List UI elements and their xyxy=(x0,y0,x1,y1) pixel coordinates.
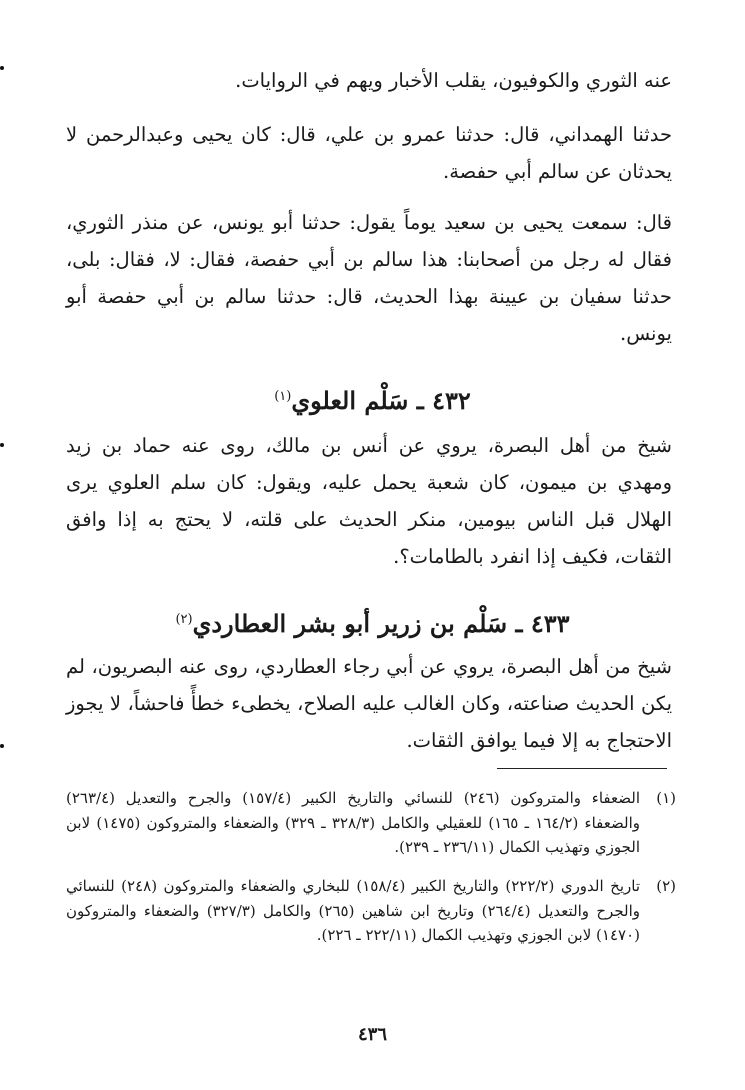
paragraph-3: قال: سمعت يحيى بن سعيد يوماً يقول: حدثنا أبو يونس، عن منذر الثوري، فقال له رجل من أصحابنا: هذا سالم بن أبي حفصة، فقال: لا، فقال: بلى، حدثنا سفيان بن عيينة بهذا الحديث، قال: حدثنا سالم بن أبي حفصة أبو يونس. xyxy=(66,211,672,345)
footnote-1-text: الضعفاء والمتروكون (٢٤٦) للنسائي والتاريخ الكبير (١٥٧/٤) والجرح والتعديل (٢٦٣/٤) والضعفاء (١٦٤/٢ ـ ١٦٥) للعقيلي والكامل (٣٢٨/٣ ـ ٣٢٩) والضعفاء والمتروكون (١٤٧٥) لابن الجوزي وتهذيب الكمال (٢٣٦/١١ ـ ٢٣٩). xyxy=(66,789,640,856)
binding-mark xyxy=(0,66,4,70)
entry-heading-432 xyxy=(0,380,745,418)
entry-heading-433-text: ٤٣٣ ـ سَلْم بن زرير أبو بشر العطاردي xyxy=(192,609,570,638)
footnote-2-text: تاريخ الدوري (٢٢٢/٢) والتاريخ الكبير (١٥٨/٤) للبخاري والضعفاء والمتروكون (٢٤٨) للنسائي والجرح والتعديل (٢٦٤/٤) وتاريخ ابن شاهين (٢٦٥) والكامل (٣٢٧/٣) والضعفاء والمتروكون (١٤٧٠) لابن الجوزي وتهذيب الكمال (٢٢٢/١١ ـ ٢٢٦). xyxy=(66,877,640,944)
footnote-2 xyxy=(66,874,676,948)
footnote-ref-2: (٢) xyxy=(175,612,193,627)
footnote-1 xyxy=(66,786,676,860)
binding-mark xyxy=(0,744,4,748)
paragraph-2: حدثنا الهمداني، قال: حدثنا عمرو بن علي، قال: كان يحيى وعبدالرحمن لا يحدثان عن سالم أبي حفصة. xyxy=(66,123,672,183)
paragraph-1: عنه الثوري والكوفيون، يقلب الأخبار ويهم في الروايات. xyxy=(235,69,672,92)
footnote-2-number: (٢) xyxy=(656,877,676,895)
page-number: ٤٣٦ xyxy=(357,1024,387,1045)
entry-heading-432-text: ٤٣٢ ـ سَلْم العلوي xyxy=(291,386,471,415)
binding-mark xyxy=(0,443,4,447)
paragraph-4: شيخ من أهل البصرة، يروي عن أنس بن مالك، روى عنه حماد بن زيد ومهدي بن ميمون، كان شعبة يحمل عليه، ويقول: كان سلم العلوي يرى الهلال قبل الناس بيومين، منكر الحديث على قلته، لا يحتج به إذا وافق الثقات، فكيف إذا انفرد بالطامات؟. xyxy=(66,434,672,568)
footnote-1-number: (١) xyxy=(656,789,676,807)
footnote-separator xyxy=(497,768,667,769)
footnote-ref-1: (١) xyxy=(274,389,292,404)
paragraph-5: شيخ من أهل البصرة، يروي عن أبي رجاء العطاردي، روى عنه البصريون، لم يكن الحديث صناعته، وكان الغالب عليه الصلاح، يخطىء خطأً فاحشاً، لا يجوز الاحتجاج به إلا فيما يوافق الثقات. xyxy=(66,655,672,752)
entry-heading-433 xyxy=(0,603,745,641)
